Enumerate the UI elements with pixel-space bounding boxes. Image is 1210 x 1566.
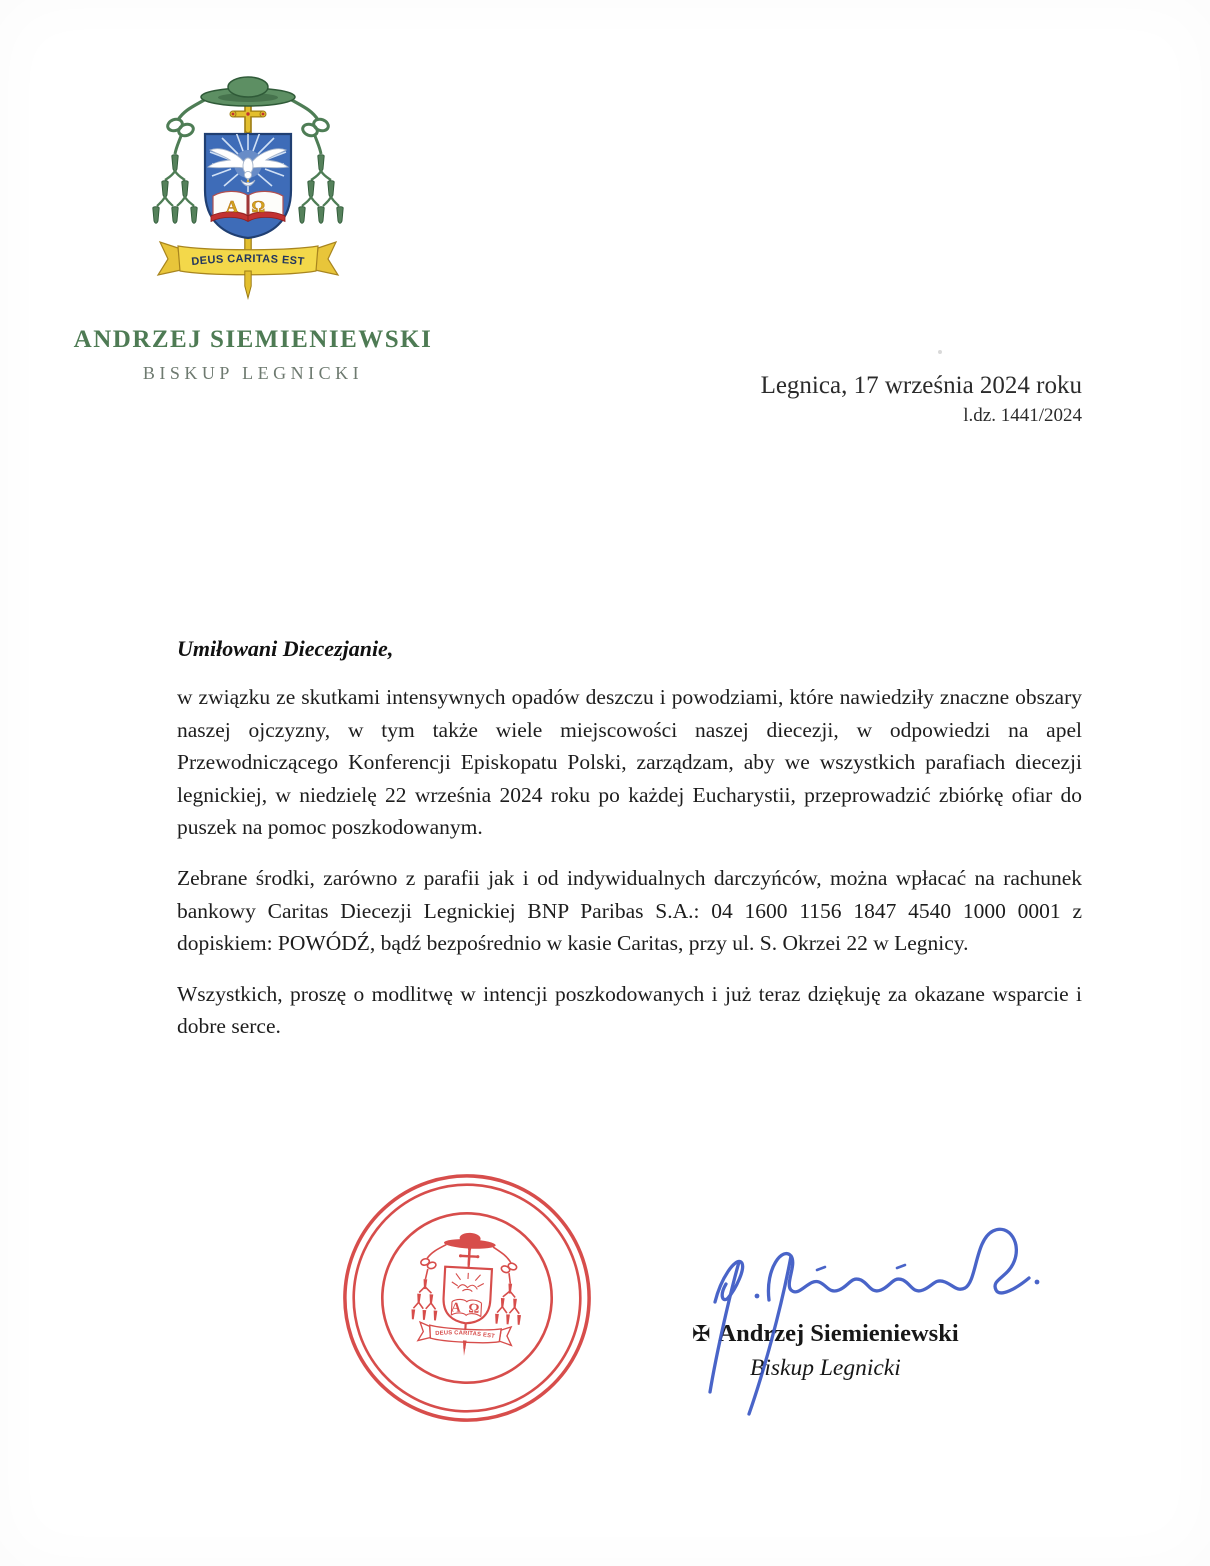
seal-motto: DEUS CARITAS EST xyxy=(435,1330,496,1341)
coa-motto: DEUS CARITAS EST xyxy=(190,252,306,269)
signature-title: Biskup Legnicki xyxy=(750,1355,901,1381)
place-date: Legnica, 17 września 2024 roku xyxy=(760,372,1082,399)
paragraph-1: w związku ze skutkami intensywnych opadów deszczu i powodziami, które nawiedziły znaczne obszary naszej ojczyzny, w tym także wiele miejscowości naszej diecezji, w odpowiedzi na apel Przewodniczącego Konferencji Episkopatu Polski, zarządzam, aby we wszystkich parafiach diecezji legnickiej, w niedzielę 22 września 2024 roku po każdej Eucharystii, przeprowadzić zbiórkę ofiar do puszek na pomoc poszkodowanym. xyxy=(177,685,1082,840)
coa-alpha-omega: Α Ω xyxy=(225,197,271,216)
paragraph-2: Zebrane środki, zarówno z parafii jak i od indywidualnych darczyńców, można wpłacać na rachunek bankowy Caritas Diecezji Legnickiej BNP Paribas S.A.: 04 1600 1156 1847 4540 1000 0001 z dopiskiem: POWÓDŹ, bądź bezpośrednio w kasie Caritas, przy ul. S. Okrzei 22 w Legnicy. xyxy=(177,865,1082,956)
signature-name: Andrzej Siemieniewski xyxy=(718,1320,959,1347)
letterhead-title: BISKUP LEGNICKI xyxy=(142,363,364,383)
letter-body xyxy=(177,636,1082,1061)
letterhead-name: ANDRZEJ SIEMIENIEWSKI xyxy=(73,326,433,353)
seal-stamp-icon xyxy=(328,1159,605,1436)
dateline xyxy=(761,372,1082,427)
signature-name-line xyxy=(692,1320,959,1348)
seal-alpha-omega: Α Ω xyxy=(450,1299,483,1317)
episcopal-cross-icon: ✠ xyxy=(692,1321,711,1346)
letterhead xyxy=(70,326,436,384)
salutation: Umiłowani Diecezjanie, xyxy=(177,636,394,661)
reference-number: l.dz. 1441/2024 xyxy=(963,405,1082,426)
coat-of-arms-icon xyxy=(148,74,348,302)
scan-speck xyxy=(938,350,942,354)
signature-block xyxy=(692,1320,959,1382)
paragraph-3: Wszystkich, proszę o modlitwę w intencji poszkodowanych i już teraz dziękuję za okazane wsparcie i dobre serce. xyxy=(177,981,1082,1039)
